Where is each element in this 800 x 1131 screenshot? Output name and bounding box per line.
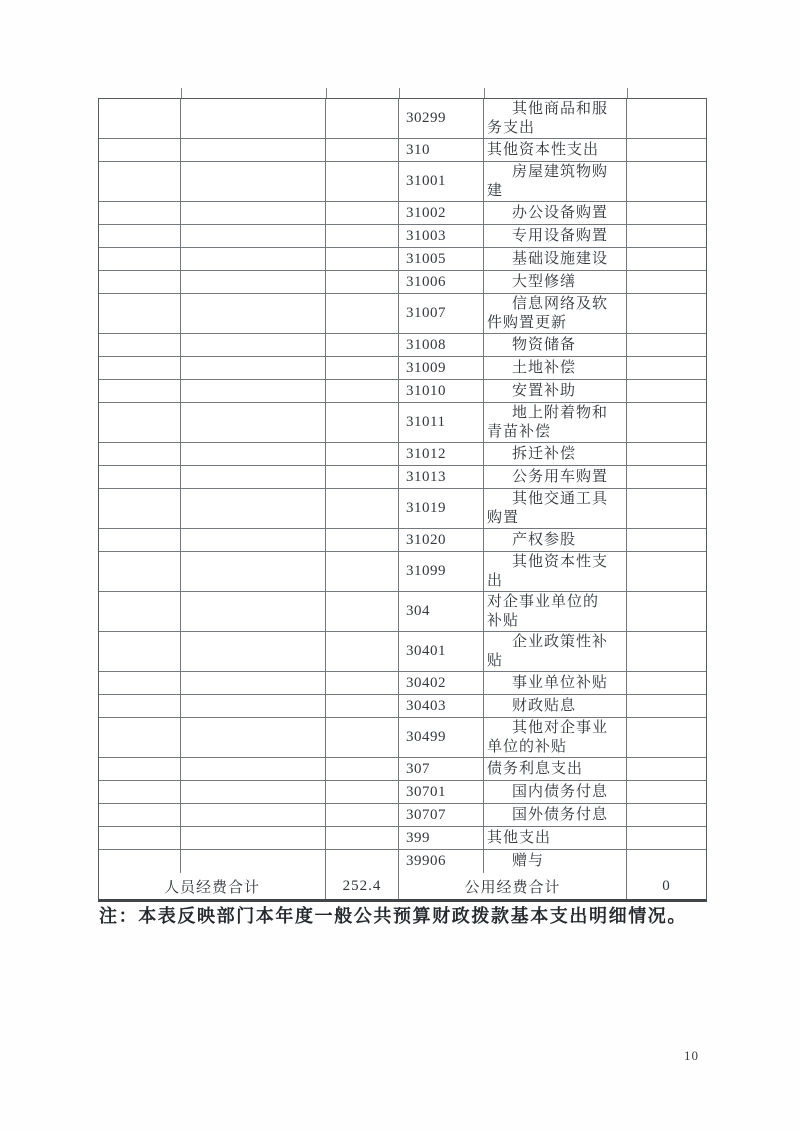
subject-name-line: 大型修缮 <box>512 273 577 290</box>
table-row <box>99 758 706 781</box>
right-amount-cell-empty <box>627 592 706 631</box>
subject-name-line: 补贴 <box>487 612 520 629</box>
left-name-cell-empty <box>181 850 326 873</box>
left-name-cell-empty <box>181 718 326 757</box>
left-amount-cell-empty <box>326 443 399 465</box>
left-code-cell-empty <box>99 271 181 293</box>
subject-name-cell <box>484 672 627 694</box>
subject-name-cell <box>484 202 627 224</box>
left-name-cell-empty <box>181 334 326 356</box>
left-code-cell-empty <box>99 718 181 757</box>
page-number: 10 <box>684 1048 699 1063</box>
subject-code-cell: 304 <box>399 592 484 631</box>
right-amount-cell-empty <box>627 850 706 873</box>
table-row <box>99 403 706 443</box>
subject-code-cell: 31010 <box>399 380 484 402</box>
subject-name-cell <box>484 718 627 757</box>
subject-code-cell: 307 <box>399 758 484 780</box>
right-amount-cell-empty <box>627 695 706 717</box>
subject-name-line: 企业政策性补 <box>512 633 609 650</box>
left-amount-cell-empty <box>326 758 399 780</box>
left-name-cell-empty <box>181 294 326 333</box>
left-name-cell-empty <box>181 758 326 780</box>
right-amount-cell-empty <box>627 99 706 138</box>
subject-name-cell <box>484 529 627 551</box>
subject-code-cell: 30401 <box>399 632 484 671</box>
left-amount-cell-empty <box>326 334 399 356</box>
right-amount-cell-empty <box>627 632 706 671</box>
subject-name-cell <box>484 781 627 803</box>
left-code-cell-empty <box>99 489 181 528</box>
subject-name-cell <box>484 827 627 849</box>
left-name-cell-empty <box>181 804 326 826</box>
left-amount-cell-empty <box>326 592 399 631</box>
right-amount-cell-empty <box>627 781 706 803</box>
left-amount-cell-empty <box>326 695 399 717</box>
table-row <box>99 695 706 718</box>
left-code-cell-empty <box>99 672 181 694</box>
gridline-stub <box>326 88 327 98</box>
table-row <box>99 380 706 403</box>
subject-name-cell <box>484 271 627 293</box>
subject-code-cell: 31003 <box>399 225 484 247</box>
table-row <box>99 781 706 804</box>
subject-code-cell: 399 <box>399 827 484 849</box>
table-row <box>99 99 706 139</box>
subject-name-line: 对企事业单位的 <box>487 593 600 610</box>
left-amount-cell-empty <box>326 225 399 247</box>
right-amount-cell-empty <box>627 139 706 161</box>
subject-code-cell: 31001 <box>399 162 484 201</box>
right-amount-cell-empty <box>627 225 706 247</box>
left-code-cell-empty <box>99 827 181 849</box>
left-code-cell-empty <box>99 225 181 247</box>
left-amount-cell-empty <box>326 99 399 138</box>
right-amount-cell-empty <box>627 202 706 224</box>
left-code-cell-empty <box>99 804 181 826</box>
left-name-cell-empty <box>181 781 326 803</box>
subject-name-line: 财政贴息 <box>512 697 577 714</box>
subject-code-cell: 31013 <box>399 466 484 488</box>
left-name-cell-empty <box>181 202 326 224</box>
subject-code-cell: 39906 <box>399 850 484 873</box>
table-row <box>99 850 706 873</box>
table-row <box>99 357 706 380</box>
table-row <box>99 489 706 529</box>
left-amount-cell-empty <box>326 466 399 488</box>
left-amount-cell-empty <box>326 632 399 671</box>
subject-name-line: 其他支出 <box>487 829 552 846</box>
table-row <box>99 248 706 271</box>
left-name-cell-empty <box>181 466 326 488</box>
right-amount-cell-empty <box>627 443 706 465</box>
subject-name-line: 其他交通工具 <box>512 490 609 507</box>
right-amount-cell-empty <box>627 248 706 270</box>
subject-name-line: 房屋建筑物购 <box>512 163 609 180</box>
personnel-total-value: 252.4 <box>326 873 399 899</box>
left-amount-cell-empty <box>326 850 399 873</box>
left-code-cell-empty <box>99 248 181 270</box>
left-amount-cell-empty <box>326 718 399 757</box>
gridline-stub <box>399 88 400 98</box>
subject-name-cell <box>484 403 627 442</box>
subject-name-line: 其他资本性支出 <box>487 141 600 158</box>
subject-name-line: 国内债务付息 <box>512 783 609 800</box>
right-amount-cell-empty <box>627 489 706 528</box>
left-code-cell-empty <box>99 99 181 138</box>
right-amount-cell-empty <box>627 804 706 826</box>
left-code-cell-empty <box>99 466 181 488</box>
left-name-cell-empty <box>181 225 326 247</box>
left-name-cell-empty <box>181 672 326 694</box>
right-amount-cell-empty <box>627 357 706 379</box>
left-code-cell-empty <box>99 162 181 201</box>
right-amount-cell-empty <box>627 466 706 488</box>
subject-name-line: 件购置更新 <box>487 314 568 331</box>
subject-code-cell: 31007 <box>399 294 484 333</box>
left-code-cell-empty <box>99 403 181 442</box>
budget-table-body <box>99 99 706 873</box>
left-amount-cell-empty <box>326 380 399 402</box>
left-name-cell-empty <box>181 271 326 293</box>
subject-name-line: 购置 <box>487 509 520 526</box>
subject-name-cell <box>484 489 627 528</box>
table-row <box>99 334 706 357</box>
subject-name-line: 拆迁补偿 <box>512 445 577 462</box>
subject-name-cell <box>484 225 627 247</box>
left-amount-cell-empty <box>326 489 399 528</box>
subject-code-cell: 31019 <box>399 489 484 528</box>
subject-name-line: 其他商品和服 <box>512 100 609 117</box>
subject-name-line: 贴 <box>487 652 504 669</box>
gridline-stub <box>484 88 485 98</box>
subject-name-line: 办公设备购置 <box>512 204 609 221</box>
left-name-cell-empty <box>181 632 326 671</box>
right-amount-cell-empty <box>627 827 706 849</box>
left-code-cell-empty <box>99 781 181 803</box>
subject-name-cell <box>484 162 627 201</box>
subject-name-cell <box>484 380 627 402</box>
left-amount-cell-empty <box>326 357 399 379</box>
subject-name-cell <box>484 552 627 591</box>
left-name-cell-empty <box>181 357 326 379</box>
subject-code-cell: 31008 <box>399 334 484 356</box>
subject-name-cell <box>484 443 627 465</box>
left-code-cell-empty <box>99 443 181 465</box>
table-row <box>99 202 706 225</box>
left-name-cell-empty <box>181 162 326 201</box>
left-amount-cell-empty <box>326 162 399 201</box>
subject-name-cell <box>484 466 627 488</box>
left-name-cell-empty <box>181 592 326 631</box>
subject-name-cell <box>484 294 627 333</box>
left-code-cell-empty <box>99 552 181 591</box>
table-row <box>99 139 706 162</box>
subject-name-cell <box>484 758 627 780</box>
left-amount-cell-empty <box>326 552 399 591</box>
right-amount-cell-empty <box>627 334 706 356</box>
gridline-stub <box>181 88 182 98</box>
left-amount-cell-empty <box>326 672 399 694</box>
right-amount-cell-empty <box>627 403 706 442</box>
subject-name-line: 基础设施建设 <box>512 250 609 267</box>
table-row <box>99 443 706 466</box>
subject-name-line: 安置补助 <box>512 382 577 399</box>
subject-code-cell: 31009 <box>399 357 484 379</box>
right-amount-cell-empty <box>627 271 706 293</box>
table-row <box>99 294 706 334</box>
subject-code-cell: 31006 <box>399 271 484 293</box>
subject-code-cell: 31002 <box>399 202 484 224</box>
left-amount-cell-empty <box>326 403 399 442</box>
left-code-cell-empty <box>99 294 181 333</box>
left-amount-cell-empty <box>326 248 399 270</box>
table-total-row <box>99 873 706 899</box>
public-total-value: 0 <box>662 877 671 894</box>
public-total-label: 公用经费合计 <box>399 873 627 899</box>
table-footnote: 注：本表反映部门本年度一般公共预算财政拨款基本支出明细情况。 <box>99 906 687 926</box>
subject-name-line: 公务用车购置 <box>512 468 609 485</box>
right-amount-cell-empty <box>627 529 706 551</box>
subject-name-cell <box>484 804 627 826</box>
left-name-cell-empty <box>181 248 326 270</box>
subject-code-cell: 31099 <box>399 552 484 591</box>
right-amount-cell-empty <box>627 552 706 591</box>
right-amount-cell-empty <box>627 380 706 402</box>
subject-name-line: 赠与 <box>512 853 545 869</box>
left-name-cell-empty <box>181 489 326 528</box>
budget-detail-table <box>98 98 707 902</box>
left-name-cell-empty <box>181 139 326 161</box>
left-code-cell-empty <box>99 202 181 224</box>
subject-code-cell: 31005 <box>399 248 484 270</box>
table-row <box>99 271 706 294</box>
left-code-cell-empty <box>99 632 181 671</box>
subject-name-line: 物资储备 <box>512 336 577 353</box>
subject-name-cell <box>484 632 627 671</box>
subject-name-line: 其他资本性支 <box>512 553 609 570</box>
table-row <box>99 804 706 827</box>
left-name-cell-empty <box>181 695 326 717</box>
table-row <box>99 632 706 672</box>
left-amount-cell-empty <box>326 529 399 551</box>
subject-name-cell <box>484 357 627 379</box>
right-amount-cell-empty <box>627 758 706 780</box>
table-row <box>99 592 706 632</box>
left-name-cell-empty <box>181 403 326 442</box>
left-code-cell-empty <box>99 695 181 717</box>
subject-name-line: 单位的补贴 <box>487 738 568 755</box>
subject-name-line: 专用设备购置 <box>512 227 609 244</box>
subject-name-line: 出 <box>487 572 504 589</box>
left-code-cell-empty <box>99 357 181 379</box>
left-name-cell-empty <box>181 552 326 591</box>
subject-name-line: 地上附着物和 <box>512 404 609 421</box>
subject-name-line: 产权参股 <box>512 531 577 548</box>
left-code-cell-empty <box>99 592 181 631</box>
table-row <box>99 718 706 758</box>
left-amount-cell-empty <box>326 804 399 826</box>
left-code-cell-empty <box>99 850 181 873</box>
subject-name-line: 国外债务付息 <box>512 806 609 823</box>
subject-name-cell <box>484 334 627 356</box>
subject-name-cell <box>484 248 627 270</box>
gridline-stub <box>627 88 628 98</box>
subject-code-cell: 30499 <box>399 718 484 757</box>
left-amount-cell-empty <box>326 827 399 849</box>
left-name-cell-empty <box>181 380 326 402</box>
left-amount-cell-empty <box>326 139 399 161</box>
subject-name-line: 其他对企事业 <box>512 719 609 736</box>
subject-name-line: 务支出 <box>487 119 536 136</box>
right-amount-cell-empty <box>627 294 706 333</box>
subject-code-cell: 30403 <box>399 695 484 717</box>
subject-code-cell: 31020 <box>399 529 484 551</box>
subject-name-cell <box>484 592 627 631</box>
left-amount-cell-empty <box>326 202 399 224</box>
table-row <box>99 466 706 489</box>
subject-name-line: 土地补偿 <box>512 359 577 376</box>
left-name-cell-empty <box>181 529 326 551</box>
left-code-cell-empty <box>99 380 181 402</box>
left-code-cell-empty <box>99 139 181 161</box>
subject-name-line: 事业单位补贴 <box>512 674 609 691</box>
left-amount-cell-empty <box>326 271 399 293</box>
right-amount-cell-empty <box>627 718 706 757</box>
subject-code-cell: 30701 <box>399 781 484 803</box>
left-amount-cell-empty <box>326 781 399 803</box>
subject-name-line: 建 <box>487 182 504 199</box>
table-row <box>99 672 706 695</box>
table-row <box>99 552 706 592</box>
personnel-total-label: 人员经费合计 <box>99 873 326 899</box>
right-amount-cell-empty <box>627 672 706 694</box>
subject-name-cell <box>484 139 627 161</box>
table-row <box>99 162 706 202</box>
subject-name-line: 债务利息支出 <box>487 760 584 777</box>
subject-name-line: 信息网络及软 <box>512 295 609 312</box>
left-name-cell-empty <box>181 443 326 465</box>
left-code-cell-empty <box>99 334 181 356</box>
subject-code-cell: 30299 <box>399 99 484 138</box>
left-amount-cell-empty <box>326 294 399 333</box>
subject-code-cell: 31012 <box>399 443 484 465</box>
subject-name-cell <box>484 850 627 873</box>
left-code-cell-empty <box>99 529 181 551</box>
subject-name-cell <box>484 99 627 138</box>
table-row <box>99 827 706 850</box>
subject-code-cell: 30707 <box>399 804 484 826</box>
subject-code-cell: 31011 <box>399 403 484 442</box>
table-row <box>99 529 706 552</box>
left-name-cell-empty <box>181 99 326 138</box>
table-row <box>99 225 706 248</box>
subject-code-cell: 310 <box>399 139 484 161</box>
left-name-cell-empty <box>181 827 326 849</box>
subject-name-line: 青苗补偿 <box>487 423 552 440</box>
subject-name-cell <box>484 695 627 717</box>
left-code-cell-empty <box>99 758 181 780</box>
right-amount-cell-empty <box>627 162 706 201</box>
subject-code-cell: 30402 <box>399 672 484 694</box>
